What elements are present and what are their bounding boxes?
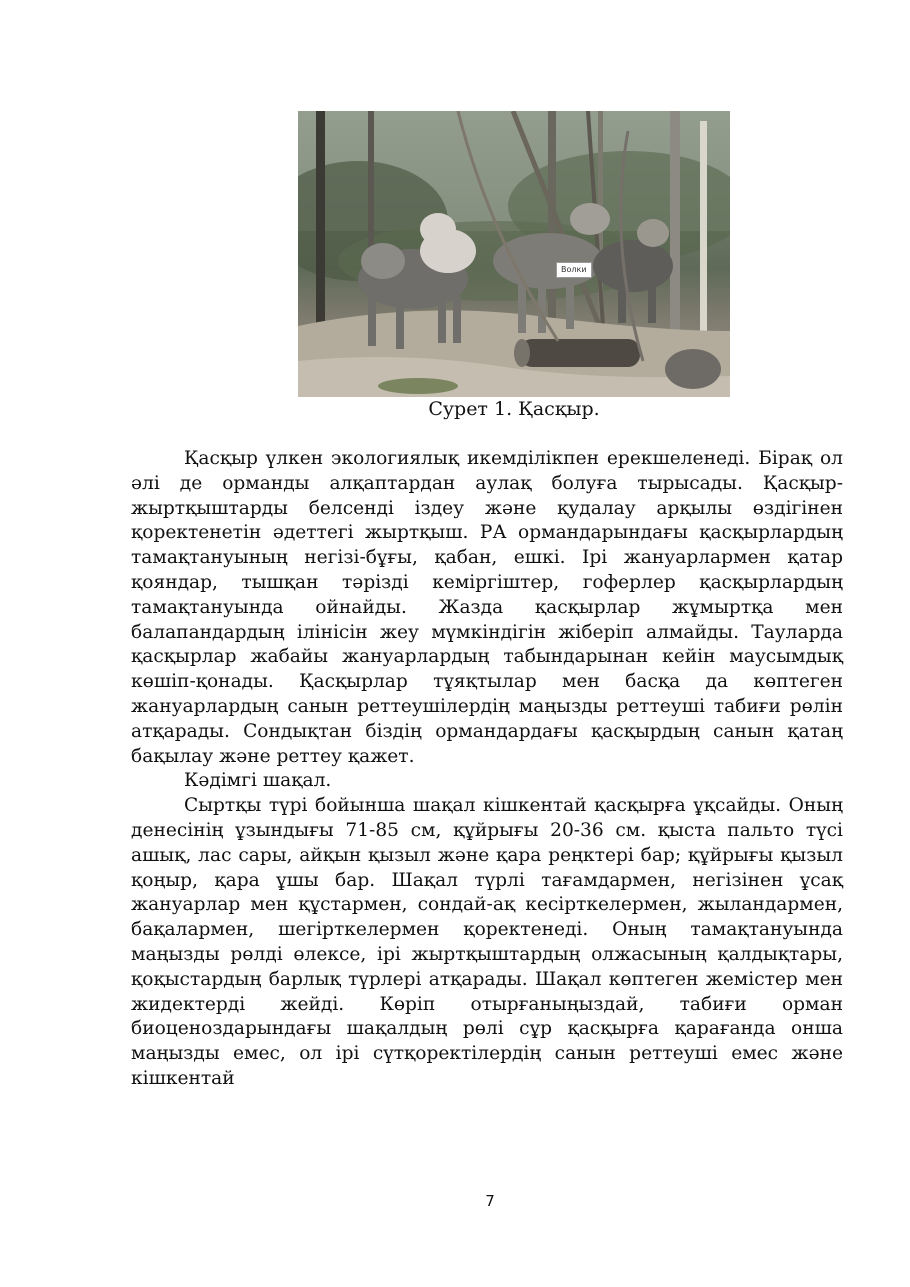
- wolves-photo-illustration: [298, 111, 730, 397]
- page-number: 7: [485, 1192, 495, 1210]
- paragraph-wolf-ecology: Қасқыр үлкен экологиялық икемділікпен ерекшеленеді. Бірақ ол әлі де орманды алқаптардан аулақ болуға тырысады. Қасқыр-жыртқыштарды белсенді іздеу және қудалау арқылы өздігінен қоректенетін әдеттегі жыртқыш. РА ормандарындағы қасқырлардың тамақтануының негізі-бұғы, қабан, ешкі. Ірі жануарлармен қатар қояндар, тышқан тәрізді кеміргіштер, гоферлер қасқырлардың тамақтануында ойнайды. Жазда қасқырлар жұмыртқа мен балапандардың ілінісін жеу мүмкіндігін жіберіп алмайды. Тауларда қасқырлар жабайы жануарлардың табындарынан кейін маусымдық көшіп-қонады. Қасқырлар тұяқтылар мен басқа да көптеген жануарлардың санын реттеушілердің маңызды реттеуші табиғи рөлін атқарады. Сондықтан біздің ормандардағы қасқырдың санын қатаң бақылау және реттеу қажет.: [131, 448, 843, 767]
- figure-caption: Сурет 1. Қасқыр.: [428, 398, 600, 420]
- photo-label: Волки: [556, 262, 592, 278]
- wolves-photo: [298, 111, 730, 397]
- paragraph-jackal-description: Сыртқы түрі бойынша шақал кішкентай қасқырға ұқсайды. Оның денесінің ұзындығы 71-85 см, құйрығы 20-36 см. қыста пальто түсі ашық, лас сары, айқын қызыл және қара реңктері бар; құйрығы қызыл қоңыр, қара ұшы бар. Шақал түрлі тағамдармен, негізінен ұсақ жануарлар мен құстармен, сондай-ақ кесірткелермен, жыландармен, бақалармен, шегірткелермен қоректенеді. Оның тамақтануында маңызды рөлді өлексе, ірі жыртқыштардың олжасының қалдықтары, қоқыстардың барлық түрлері атқарады. Шақал көптеген жемістер мен жидектерді жейді. Көріп отырғаныңыздай, табиғи орман биоценоздарындағы шақалдың рөлі сұр қасқырға қарағанда онша маңызды емес, ол ірі сүтқоректілердің санын реттеуші емес және кішкентай: [131, 795, 843, 1089]
- body-text: [131, 447, 843, 1092]
- subheading-jackal: Кәдімгі шақал.: [184, 770, 332, 792]
